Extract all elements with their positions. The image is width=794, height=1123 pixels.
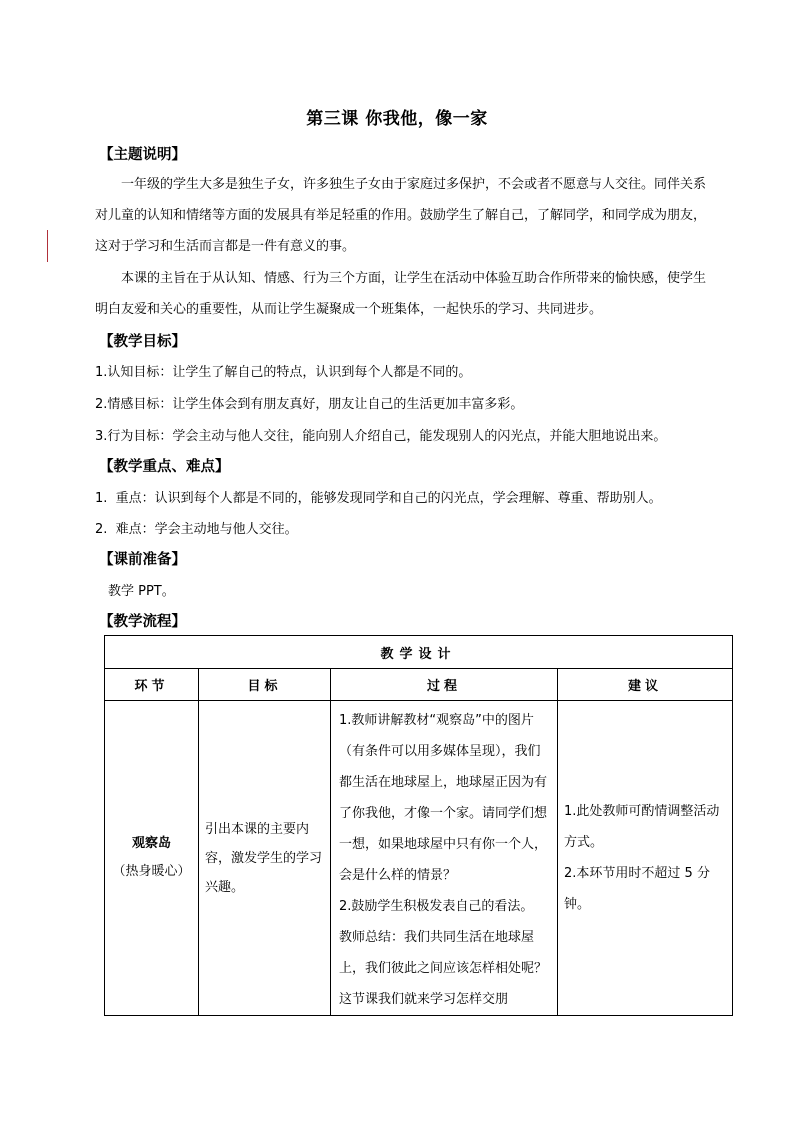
header-stage: 环节 <box>105 669 199 701</box>
theme-paragraph-1: 一年级的学生大多是独生子女，许多独生子女由于家庭过多保护，不会或者不愿意与人交往。同伴关系对儿童的认知和情绪等方面的发展具有举足轻重的作用。鼓励学生了解自己，了解同学，和同学成为朋友，这对于学习和生活而言都是一件有意义的事。 <box>95 177 707 254</box>
teaching-design-table <box>104 635 733 1016</box>
key-point-2: 2. 难点：学会主动地与他人交往。 <box>95 522 298 537</box>
theme-paragraph-2: 本课的主旨在于从认知、情感、行为三个方面，让学生在活动中体验互助合作所带来的愉快感，使学生明白友爱和关心的重要性，从而让学生凝聚成一个班集体，一起快乐的学习、共同进步。 <box>95 271 707 317</box>
table-header-row <box>105 669 733 701</box>
heading-theme: 【主题说明】 <box>99 147 186 163</box>
stage-subtitle: （热身暖心） <box>112 864 191 879</box>
advice-1: 1.此处教师可酌情调整活动方式。 <box>564 804 720 850</box>
table-caption: 教学设计 <box>105 636 733 669</box>
table-row <box>105 701 733 1016</box>
advice-2: 2.本环节用时不超过 5 分钟。 <box>564 866 710 912</box>
goal-item-3: 3.行为目标：学会主动与他人交往，能向别人介绍自己，能发现别人的闪光点，并能大胆地说出来。 <box>95 429 667 444</box>
process-step-1: 1.教师讲解教材“观察岛”中的图片（有条件可以用多媒体呈现），我们都生活在地球屋上，地球屋正因为有了你我他，才像一个家。请同学们想一想，如果地球屋中只有你一个人，会是什么样的情景？ <box>339 713 548 883</box>
goal-item-1: 1.认知目标：让学生了解自己的特点，认识到每个人都是不同的。 <box>95 365 472 380</box>
advice-cell <box>558 701 733 1016</box>
table-caption-row <box>105 636 733 669</box>
process-step-2: 2.鼓励学生积极发表自己的看法。 <box>339 899 534 914</box>
process-cell <box>331 701 558 1016</box>
process-summary: 教师总结：我们共同生活在地球屋上，我们彼此之间应该怎样相处呢？这节课我们就来学习怎样交朋 <box>339 930 548 1007</box>
preparation-text: 教学 PPT。 <box>108 584 175 599</box>
heading-process: 【教学流程】 <box>99 614 186 630</box>
key-point-1: 1. 重点：认识到每个人都是不同的，能够发现同学和自己的闪光点，学会理解、尊重、帮助别人。 <box>95 491 662 506</box>
header-goal: 目标 <box>199 669 331 701</box>
stage-name: 观察岛 <box>131 836 171 851</box>
header-process: 过程 <box>331 669 558 701</box>
heading-goals: 【教学目标】 <box>99 334 186 350</box>
goal-cell: 引出本课的主要内容，激发学生的学习兴趣。 <box>199 701 331 1016</box>
header-advice: 建议 <box>558 669 733 701</box>
lesson-title: 第三课 你我他，像一家 <box>306 109 488 129</box>
stage-cell <box>105 701 199 1016</box>
heading-preparation: 【课前准备】 <box>99 552 186 568</box>
goal-item-2: 2.情感目标：让学生体会到有朋友真好，朋友让自己的生活更加丰富多彩。 <box>95 397 524 412</box>
heading-key-points: 【教学重点、难点】 <box>99 459 230 475</box>
margin-mark <box>47 230 48 262</box>
